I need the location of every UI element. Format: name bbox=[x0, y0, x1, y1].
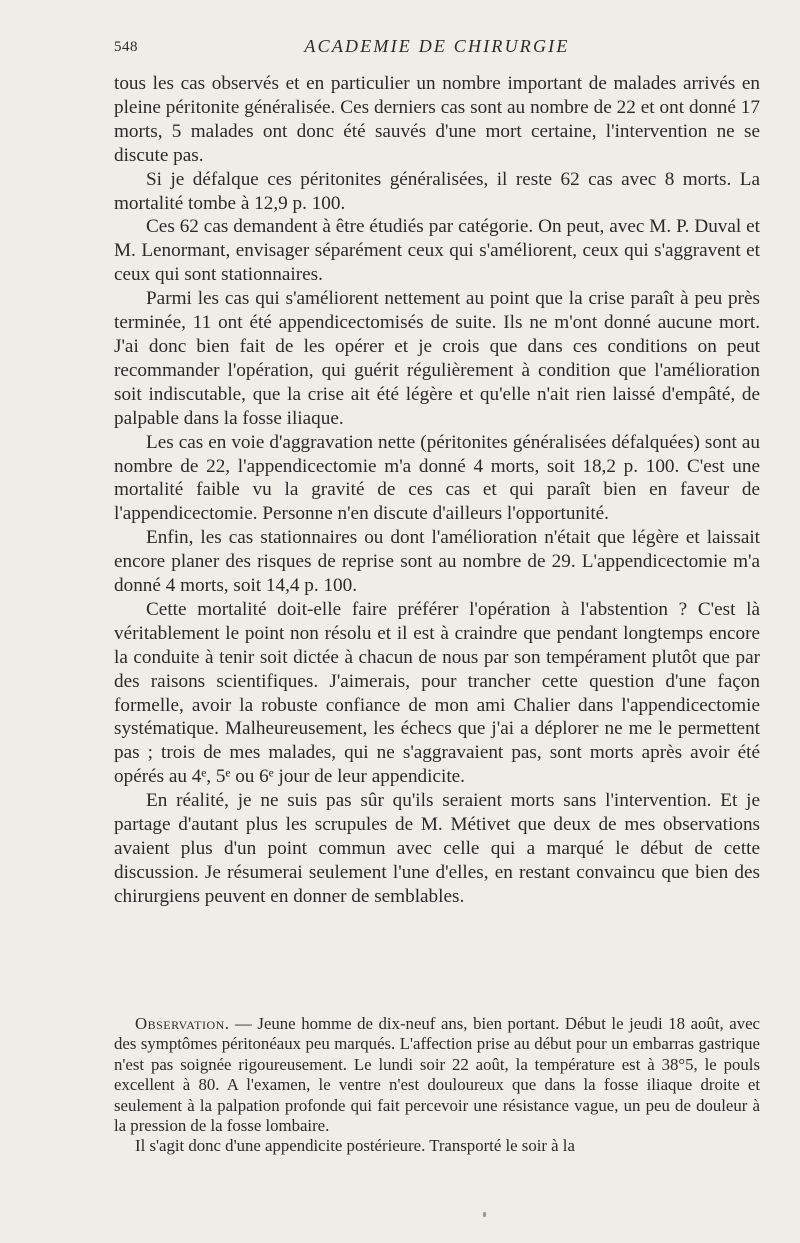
observation-continuation: Il s'agit donc d'une appendicite postérieure. Transporté le soir à la bbox=[135, 1136, 575, 1156]
paragraph: Enfin, les cas stationnaires ou dont l'amélioration n'était que légère et laissait encore planer des risques de reprise sont au nombre de 29. L'appendicectomie m'a donné 4 morts, soit 14,4 p. 100. bbox=[114, 527, 760, 597]
paragraph: Si je défalque ces péritonites généralisées, il reste 62 cas avec 8 morts. La mortalité tombe à 12,9 p. 100. bbox=[114, 168, 760, 214]
paragraph: Cette mortalité doit-elle faire préférer l'opération à l'abstention ? C'est là véritablement le point non résolu et il est à craindre que pendant longtemps encore la conduite à tenir soit dictée à chacun de nous par son tempérament plutôt que par des raisons scientifiques. J'aimerais, pour trancher cette question d'une façon formelle, avoir la robuste confiance de mon ami Chalier dans l'appendicectomie systématique. Malheureusement, les échecs que j'ai a déplorer ne me le permettent pas ; trois de mes malades, qui ne s'aggravaient pas, sont morts après avoir été opérés au 4ᵉ, 5ᵉ ou 6ᵉ jour de leur appendicite. bbox=[114, 598, 760, 788]
page-number: 548 bbox=[114, 39, 138, 55]
paragraph: Ces 62 cas demandent à être étudiés par catégorie. On peut, avec M. P. Duval et M. Lenormant, envisager séparément ceux qui s'améliorent, ceux qui s'aggravent et ceux qui sont stationnaires. bbox=[114, 216, 760, 286]
paragraph: tous les cas observés et en particulier un nombre important de malades arrivés en pleine péritonite généralisée. Ces derniers cas sont au nombre de 22 et ont donné 17 morts, 5 malades ont donc été sauvés d'une mort certaine, l'intervention ne se discute pas. bbox=[114, 73, 760, 166]
observation-text: — Jeune homme de dix-neuf ans, bien portant. Début le jeudi 18 août, avec des symptômes péritonéaux peu marqués. L'affection prise au début pour un embarras gastrique n'est pas soignée rigoureusement. Le lundi soir 22 août, la température est à 38°5, le pouls excellent à 80. A l'examen, le ventre n'est douloureux que dans la fosse iliaque droite et seulement à la palpation profonde qui fait percevoir une résistance vague, un peu de douleur à la pression de la fosse lombaire. bbox=[114, 1014, 760, 1136]
paragraph: En réalité, je ne suis pas sûr qu'ils seraient morts sans l'intervention. Et je partage d'autant plus les scrupules de M. Métivet que deux de mes observations avaient plus d'un point commun avec celle qui a marqué le début de cette discussion. Je résumerai seulement l'une d'elles, en restant convaincu que bien des chirurgiens peuvent en donner de semblables. bbox=[114, 790, 760, 907]
observation-label: Observation. bbox=[135, 1014, 230, 1033]
main-text bbox=[114, 72, 760, 909]
paragraph: Parmi les cas qui s'améliorent nettement au point que la crise paraît à peu près terminée, 11 ont été appendicectomisés de suite. Ils ne m'ont donné aucune mort. J'ai donc bien fait de les opérer et je crois que dans ces conditions on peut recommander l'opération, qui guérit régulièrement à condition que l'amélioration soit indiscutable, que la crise ait été légère et qu'elle n'ait rien laissé d'empâté, de palpable dans la fosse iliaque. bbox=[114, 288, 760, 429]
running-title: ACADEMIE DE CHIRURGIE bbox=[304, 36, 570, 56]
print-speck bbox=[483, 1212, 486, 1217]
observation-block bbox=[114, 1014, 760, 1157]
observation-paragraph bbox=[114, 1014, 760, 1136]
page-header bbox=[114, 36, 760, 60]
paragraph: Les cas en voie d'aggravation nette (péritonites généralisées défalquées) sont au nombre de 22, l'appendicectomie m'a donné 4 morts, soit 18,2 p. 100. C'est une mortalité faible vu la gravité de ces cas et qui paraît bien en faveur de l'appendicectomie. Personne n'en discute d'ailleurs l'opportunité. bbox=[114, 431, 760, 525]
